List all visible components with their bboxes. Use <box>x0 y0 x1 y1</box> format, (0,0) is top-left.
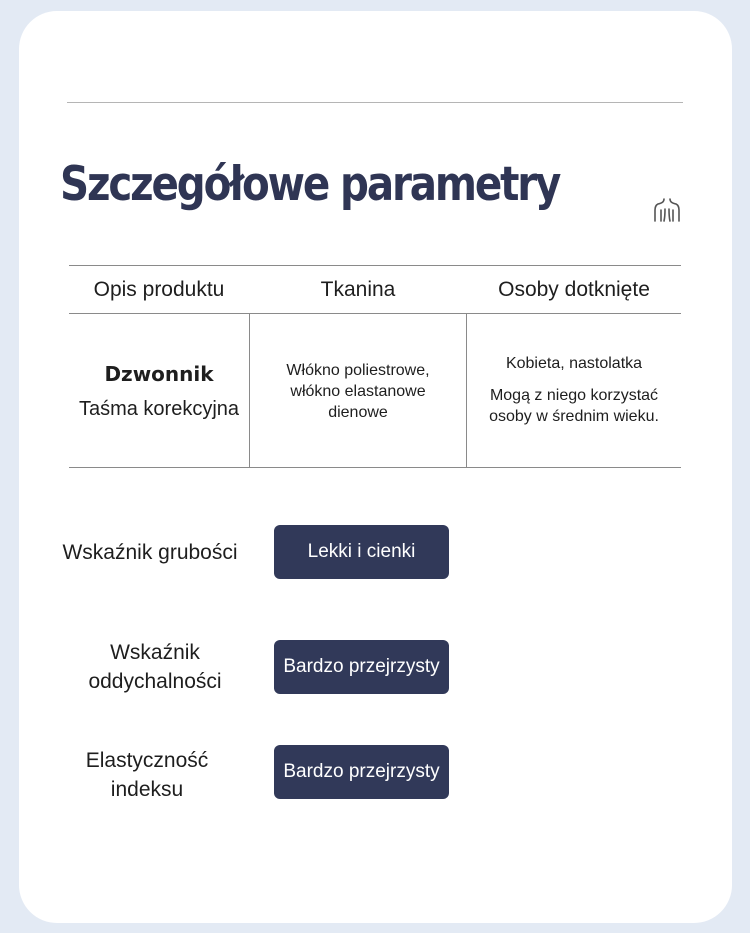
indicator-label-line: oddychalności <box>88 670 222 693</box>
persons-secondary: Mogą z niego korzystać osoby w średnim wieku. <box>489 387 659 425</box>
product-name: Dzwonnik <box>104 361 214 386</box>
breathability-indicator-value: Bardzo przejrzysty <box>274 640 449 694</box>
indicator-label-line: Wskaźnik grubości <box>62 541 238 564</box>
page-title: Szczegółowe parametry <box>60 157 560 212</box>
thickness-indicator-label <box>45 538 255 567</box>
cell-product-description <box>69 314 249 468</box>
indicator-label-line: Wskaźnik <box>110 641 200 664</box>
top-divider <box>67 102 683 103</box>
header-affected-persons: Osoby dotknięte <box>498 277 650 301</box>
indicator-label-line: indeksu <box>110 778 184 801</box>
cell-affected-persons <box>467 314 681 468</box>
persons-primary: Kobieta, nastolatka <box>505 355 643 372</box>
cell-fabric <box>250 314 466 468</box>
body-silhouette-icon <box>653 197 681 223</box>
fabric-text: Włókno poliestrowe, włókno elastanowe dienowe <box>286 361 430 421</box>
header-product-description: Opis produktu <box>93 277 225 301</box>
parameters-card <box>19 11 732 923</box>
thickness-indicator-value: Lekki i cienki <box>274 525 449 579</box>
parameters-table <box>69 265 681 468</box>
elasticity-indicator-label <box>47 746 247 804</box>
breathability-indicator-label <box>55 638 255 696</box>
elasticity-indicator-value: Bardzo przejrzysty <box>274 745 449 799</box>
header-fabric: Tkanina <box>320 277 396 301</box>
product-type: Taśma korekcyjna <box>78 397 240 420</box>
indicator-label-line: Elastyczność <box>85 749 209 772</box>
